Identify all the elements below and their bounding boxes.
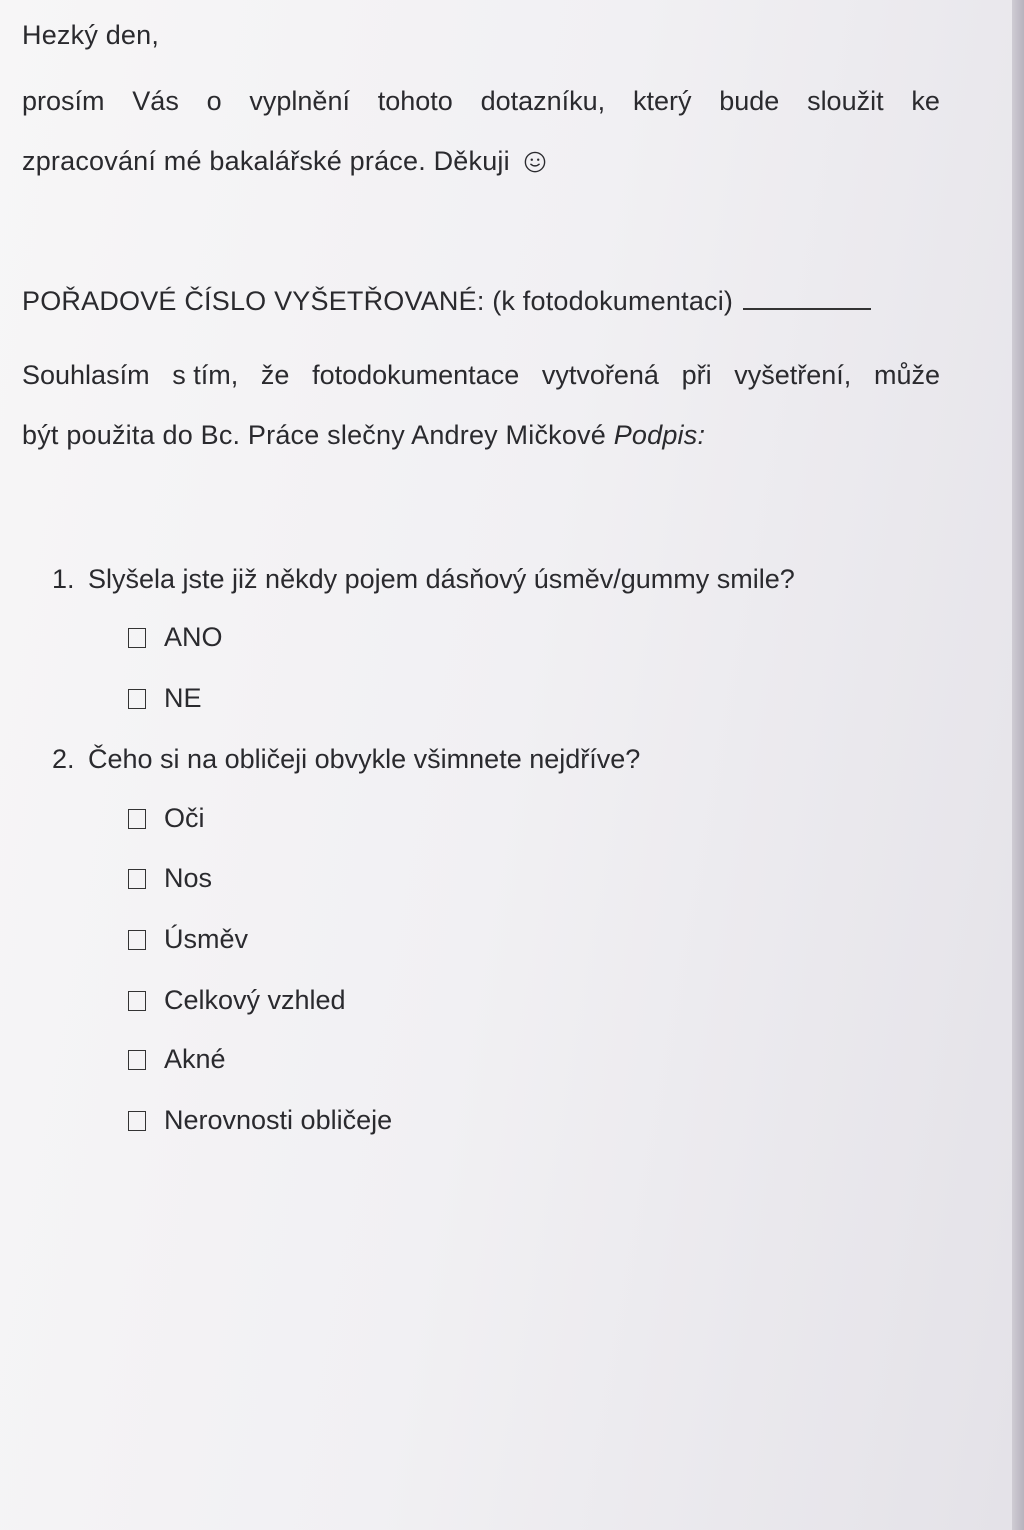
checkbox[interactable]: [128, 869, 146, 889]
intro-line-1: [22, 86, 940, 117]
intro-word: vyplnění: [249, 86, 350, 116]
consent-text: být použita do Bc. Práce slečny Andrey Mičkové: [22, 420, 606, 450]
intro-word: prosím: [22, 86, 105, 116]
option-oci[interactable]: [128, 803, 205, 834]
intro-text: zpracování mé bakalářské práce. Děkuji: [22, 146, 510, 176]
option-nos[interactable]: [128, 863, 212, 894]
signature-label: Podpis:: [613, 420, 706, 450]
intro-word: dotazníku,: [480, 86, 606, 116]
option-label: Akné: [164, 1044, 226, 1074]
smiley-icon: [524, 151, 546, 173]
consent-word: může: [873, 360, 940, 390]
option-nerovnosti-obliceje[interactable]: [128, 1105, 392, 1136]
consent-line-2: [22, 420, 705, 451]
intro-word: sloužit: [807, 86, 884, 116]
option-label: ANO: [164, 622, 223, 652]
intro-word: který: [632, 86, 692, 116]
intro-word: bude: [719, 86, 780, 116]
consent-word: při: [681, 360, 712, 390]
question-text: Slyšela jste již někdy pojem dásňový úsměv/gummy smile?: [88, 564, 795, 594]
consent-word: s tím,: [172, 360, 239, 390]
question-1: [52, 564, 795, 595]
option-usmev[interactable]: [128, 924, 248, 955]
consent-word: vytvořená: [541, 360, 659, 390]
consent-word: že: [260, 360, 290, 390]
option-label: Úsměv: [164, 924, 249, 954]
option-label: NE: [164, 683, 202, 713]
question-text: Čeho si na obličeji obvykle všimnete nejdříve?: [88, 744, 641, 774]
option-label: Oči: [164, 803, 205, 833]
checkbox[interactable]: [128, 991, 146, 1011]
order-number-label: POŘADOVÉ ČÍSLO VYŠETŘOVANÉ: (k fotodokumentaci): [22, 286, 734, 316]
question-2: [52, 744, 640, 775]
option-label: Nos: [164, 863, 213, 893]
option-label: Nerovnosti obličeje: [164, 1105, 393, 1135]
consent-word: fotodokumentace: [312, 360, 520, 390]
checkbox[interactable]: [128, 628, 146, 648]
consent-line-1: [22, 360, 940, 391]
checkbox[interactable]: [128, 1111, 146, 1131]
intro-line-2: [22, 146, 546, 177]
consent-word: Souhlasím: [22, 360, 150, 390]
intro-word: o: [206, 86, 222, 116]
checkbox[interactable]: [128, 809, 146, 829]
greeting: Hezký den,: [22, 20, 160, 50]
checkbox[interactable]: [128, 1050, 146, 1070]
order-number-field[interactable]: [743, 286, 871, 310]
question-number: 1.: [52, 564, 75, 594]
option-ne[interactable]: [128, 683, 202, 714]
option-label: Celkový vzhled: [164, 985, 346, 1015]
intro-word: tohoto: [377, 86, 453, 116]
page-edge: [1012, 0, 1024, 1530]
checkbox[interactable]: [128, 689, 146, 709]
intro-word: ke: [911, 86, 940, 116]
option-celkovy-vzhled[interactable]: [128, 985, 346, 1016]
consent-word: vyšetření,: [734, 360, 852, 390]
order-number-line: [22, 286, 871, 317]
option-ano[interactable]: [128, 622, 223, 653]
option-akne[interactable]: [128, 1044, 226, 1075]
checkbox[interactable]: [128, 930, 146, 950]
question-number: 2.: [52, 744, 75, 774]
intro-word: Vás: [132, 86, 179, 116]
